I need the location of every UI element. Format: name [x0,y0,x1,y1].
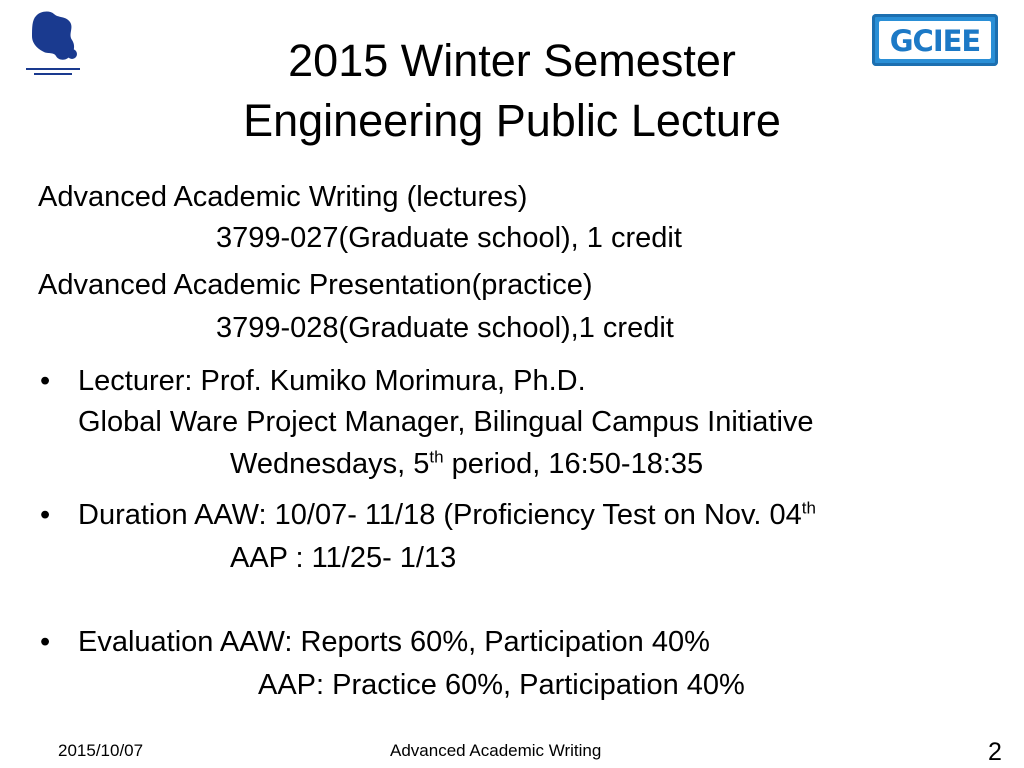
duration-superscript: th [801,498,816,518]
evaluation-aaw: Evaluation AAW: Reports 60%, Participation 40% [78,626,710,658]
lecturer-schedule [230,447,703,481]
lecturer-title: Global Ware Project Manager, Bilingual Campus Initiative [78,406,814,438]
schedule-text-start: Wednesdays, 5 [230,448,430,480]
course-1-detail: 3799-027(Graduate school), 1 credit [216,222,682,254]
schedule-superscript: th [429,447,444,467]
evaluation-bullet: • [40,626,51,658]
course-2-name: Advanced Academic Presentation(practice) [38,269,593,301]
course-1-name: Advanced Academic Writing (lectures) [38,181,528,213]
page-number: 2 [988,738,1002,766]
duration-aap: AAP : 11/25- 1/13 [230,542,457,574]
duration-aaw-text: Duration AAW: 10/07- 11/18 (Proficiency Test on Nov. 04 [78,499,802,531]
evaluation-aap: AAP: Practice 60%, Participation 40% [258,669,745,701]
schedule-text-end: period, 16:50-18:35 [443,448,704,480]
gciee-logo-text: GCIEE [889,24,981,58]
course-2-detail: 3799-028(Graduate school),1 credit [216,312,674,344]
lecturer-name: Lecturer: Prof. Kumiko Morimura, Ph.D. [78,365,586,397]
lecturer-bullet: • [40,365,51,397]
slide-title-line-1: 2015 Winter Semester [288,35,736,86]
duration-aaw [78,498,816,532]
footer-date: 2015/10/07 [58,741,144,760]
footer-title: Advanced Academic Writing [390,741,602,760]
duration-bullet: • [40,499,51,531]
slide-title-line-2: Engineering Public Lecture [243,95,781,146]
